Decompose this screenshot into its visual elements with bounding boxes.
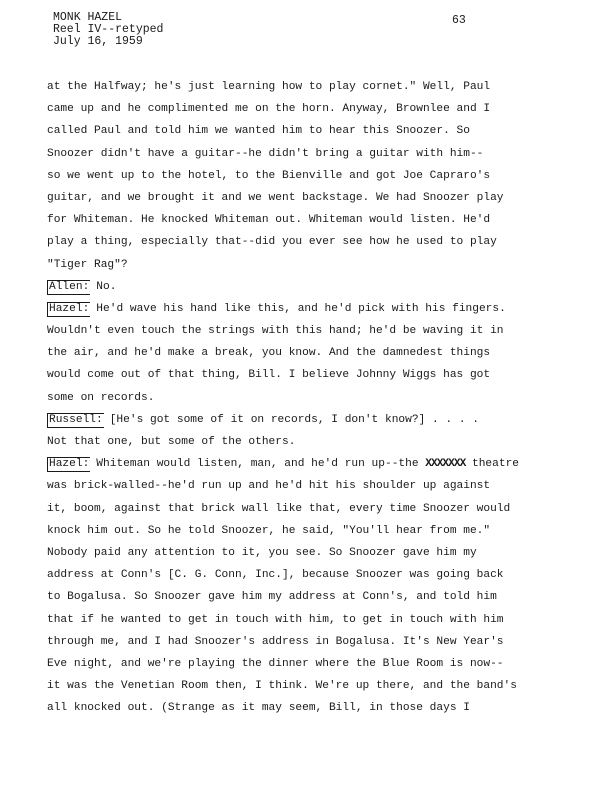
transcript-line [47,653,592,675]
speaker-label: Allen: [49,280,90,293]
line-text: to Bogalusa. So Snoozer gave him my address at Conn's, and told him [47,591,497,604]
document-header [53,12,163,48]
transcript-line [47,165,592,187]
line-text: Snoozer didn't have a guitar--he didn't bring a guitar with him-- [47,147,484,160]
transcript-line [47,387,592,409]
transcript-line [47,609,592,631]
line-text: it was the Venetian Room then, I think. We're up there, and the band's [47,680,517,693]
transcript-line [47,542,592,564]
line-text: play a thing, especially that--did you ever see how he used to play [47,236,497,249]
line-text: came up and he complimented me on the horn. Anyway, Brownlee and I [47,103,491,116]
transcript-line [47,498,592,520]
transcript-line [47,187,592,209]
line-text: Wouldn't even touch the strings with this hand; he'd be waving it in [47,325,504,338]
line-text: Whiteman would listen, man, and he'd run up--the [96,458,419,471]
line-text: address at Conn's [C. G. Conn, Inc.], because Snoozer was going back [47,569,504,582]
transcript-line [47,143,592,165]
transcript-line [47,298,592,320]
line-text: the air, and he'd make a break, you know. And the damnedest things [47,347,491,360]
speaker-label: Russell: [49,413,103,426]
transcript-line [47,231,592,253]
line-text: would come out of that thing, Bill. I believe Johnny Wiggs has got [47,369,491,382]
line-text: [He's got some of it on records, I don't know?] . . . . [109,413,479,426]
line-text: it, boom, against that brick wall like that, every time Snoozer would [47,502,511,515]
reel-label: Reel IV--retyped [53,23,164,36]
speaker-label: Hazel: [49,302,90,315]
transcript-line [47,120,592,142]
transcript-line [47,342,592,364]
transcript-line [47,520,592,542]
transcript-line [47,586,592,608]
transcript-body [47,76,592,719]
interviewee-name: MONK HAZEL [53,11,123,24]
line-text: "Tiger Rag"? [47,258,128,271]
transcript-line [47,320,592,342]
line-text: that if he wanted to get in touch with him, to get in touch with him [47,613,504,626]
transcript-line [47,98,592,120]
line-text: He'd wave his hand like this, and he'd pick with his fingers. [96,302,506,315]
transcript-line [47,675,592,697]
line-text: Eve night, and we're playing the dinner where the Blue Room is now-- [47,657,504,670]
transcript-line [47,209,592,231]
line-text: knock him out. So he told Snoozer, he said, "You'll hear from me." [47,524,491,537]
transcript-line [47,431,592,453]
transcript-line [47,453,592,475]
line-text: Not that one, but some of the others. [47,436,296,448]
line-text: was brick-walled--he'd run up and he'd hit his shoulder up against [47,480,491,493]
transcript-line [47,364,592,386]
line-text: all knocked out. (Strange as it may seem, Bill, in those days I [47,702,470,715]
line-text: for Whiteman. He knocked Whiteman out. Whiteman would listen. He'd [47,214,491,227]
transcript-line [47,631,592,653]
transcript-line [47,564,592,586]
line-text-continued: theatre [465,458,519,471]
line-text: some on records. [47,391,155,404]
line-text: called Paul and told him we wanted him to hear this Snoozer. So [47,125,470,138]
line-text: so we went up to the hotel, to the Bienville and got Joe Capraro's [47,169,491,182]
transcript-line [47,475,592,497]
transcript-line [47,76,592,98]
speaker-label: Hazel: [49,458,90,471]
transcript-line [47,276,592,298]
transcript-line [47,254,592,276]
page-number: 63 [452,14,466,27]
line-text: No. [96,280,117,293]
line-text: guitar, and we brought it and we went backstage. We had Snoozer play [47,191,504,204]
transcript-line [47,697,592,719]
struck-out-word: XXXXXXX [425,458,466,471]
line-text: Nobody paid any attention to it, you see. So Snoozer gave him my [47,546,477,559]
interview-date: July 16, 1959 [53,35,143,48]
transcript-line [47,409,592,431]
line-text: at the Halfway; he's just learning how to play cornet." Well, Paul [47,81,491,93]
line-text: through me, and I had Snoozer's address in Bogalusa. It's New Year's [47,635,504,648]
